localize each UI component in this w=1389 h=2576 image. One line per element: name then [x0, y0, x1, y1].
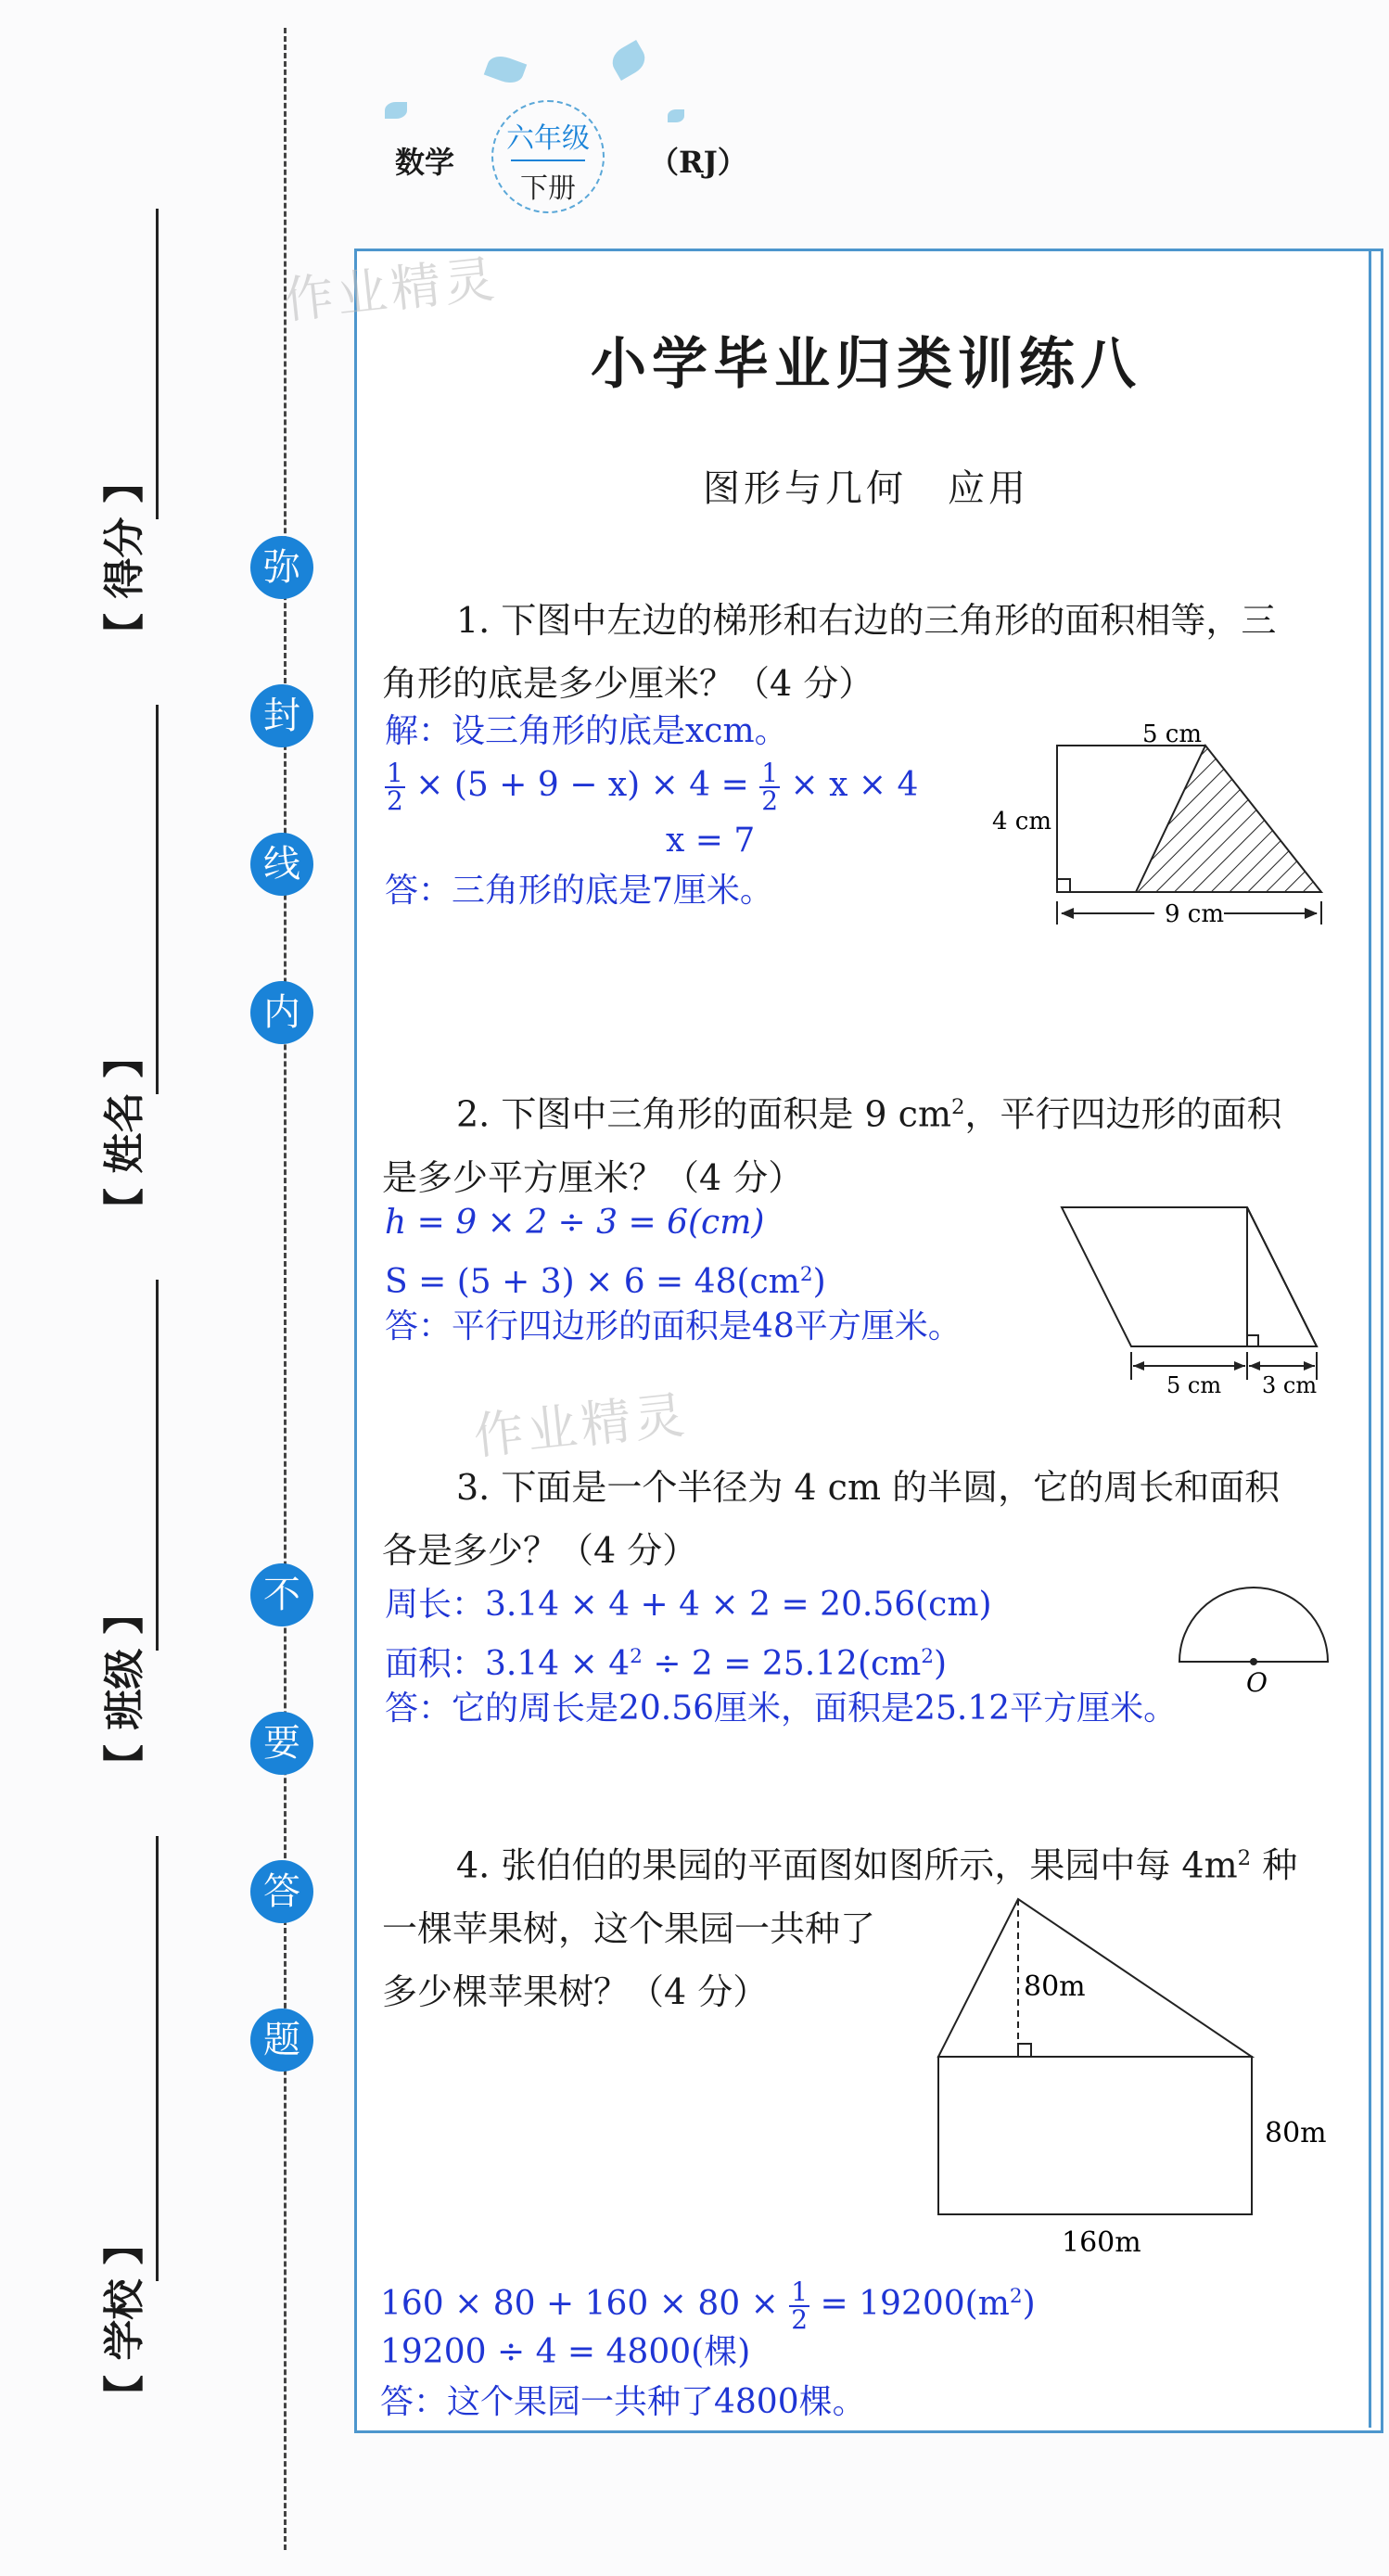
q1-line2: 角形的底是多少厘米？（4 分） [382, 663, 874, 704]
q4-line1: 4. 张伯伯的果园的平面图如图所示，果园中每 $4m^2$ 种 [456, 1844, 1298, 1886]
q1-label-bottom: 9 cm [1165, 900, 1225, 928]
label-class: 【 班级 】 [101, 1593, 148, 1785]
fraction: $\frac{1}{2}$ [791, 2276, 809, 2335]
frame-edge [1369, 249, 1371, 2428]
seal-char: 答 [250, 1860, 313, 1923]
q3-answer-line2: 面积：$3.14 \times 4^2 \div 2 = 25.12(cm^2)$ [385, 1645, 948, 1683]
q2-figure-parallelogram [1057, 1198, 1344, 1402]
page-subtitle: 图形与几何 应用 [703, 467, 1029, 510]
header-edition: （RJ） [649, 145, 747, 180]
leaf-decoration [607, 40, 650, 81]
question-3 [382, 1456, 1337, 1582]
q1-label-left: 4 cm [992, 808, 1052, 835]
watermark: 作业精灵 [280, 249, 502, 330]
seal-char: 线 [250, 833, 313, 896]
q1-answer-line1: 解：设三角形的底是xcm。 [385, 712, 788, 750]
q3-line2: 各是多少？（4 分） [382, 1530, 698, 1571]
seal-char: 要 [250, 1712, 313, 1775]
q4-answer-line1: 160 × 80 + 160 × 80 × $\frac{1}{2}$ = $19200(m^2)$ [380, 2276, 1036, 2335]
q2-line1: 2. 下图中三角形的面积是 9 $cm^2$，平行四边形的面积 [456, 1093, 1282, 1135]
question-1 [382, 589, 1337, 715]
header-subject: 数学 [395, 145, 455, 180]
q3-line1: 3. 下面是一个半径为 4 cm 的半圆，它的周长和面积 [456, 1467, 1281, 1508]
q2-label-right: 3 cm [1262, 1372, 1318, 1398]
grade-label: 六年级 [506, 122, 590, 155]
q4-figure-orchard [927, 1892, 1363, 2263]
q3-center-label: O [1246, 1667, 1268, 1697]
grade-divider [511, 159, 585, 161]
q1-figure-trapezoid-triangle [964, 716, 1354, 938]
binding-cut-line [284, 28, 287, 2550]
fraction: $\frac{1}{2}$ [761, 758, 779, 816]
seal-char: 题 [250, 2009, 313, 2072]
seal-char: 内 [250, 981, 313, 1044]
watermark: 作业精灵 [470, 1385, 692, 1466]
q1-answer-line3: x = 7 [666, 822, 756, 860]
q4-label-side: 80m [1265, 2117, 1327, 2149]
q1-label-top: 5 cm [1142, 721, 1203, 748]
q2-label-left: 5 cm [1166, 1372, 1222, 1398]
label-score: 【 得分 】 [101, 462, 148, 654]
q3-figure-semicircle [1168, 1576, 1344, 1697]
question-2 [382, 1076, 1337, 1209]
page-title: 小学毕业归类训练八 [591, 332, 1141, 397]
seal-char: 封 [250, 684, 313, 747]
label-school: 【 学校 】 [101, 2224, 148, 2416]
q3-answer-line1: 周长：3.14 × 4 + 4 × 2 = 20.56(cm) [385, 1586, 992, 1624]
label-name: 【 姓名 】 [101, 1037, 148, 1229]
q3-answer-line3: 答：它的周长是20.56厘米，面积是25.12平方厘米。 [385, 1690, 1178, 1728]
fraction: $\frac{1}{2}$ [387, 758, 403, 816]
q4-line2: 一棵苹果树，这个果园一共种了 [382, 1907, 876, 1949]
q2-answer-line1: h = 9 × 2 ÷ 3 = 6(cm) [385, 1204, 765, 1242]
grade-badge [491, 100, 605, 213]
seal-char: 不 [250, 1563, 313, 1626]
q2-line2: 是多少平方厘米？（4 分） [382, 1156, 804, 1198]
q4-label-height: 80m [1024, 1970, 1086, 2003]
class-line [156, 1280, 159, 1651]
seal-char: 弥 [250, 536, 313, 599]
q4-line3: 多少棵苹果树？（4 分） [382, 1970, 769, 2012]
volume-label: 下册 [520, 172, 576, 205]
leaf-decoration [385, 102, 407, 119]
score-line [156, 209, 159, 519]
q4-answer-line3: 答：这个果园一共种了4800棵。 [380, 2383, 866, 2421]
q4-label-bottom: 160m [1062, 2226, 1141, 2259]
q4-answer-line2: 19200 ÷ 4 = 4800(棵) [380, 2333, 751, 2371]
q1-answer-line2: $\frac{1}{2}$ × (5 + 9 − x) × 4 = $\frac{1}{2}$ × x × 4 [387, 758, 919, 816]
name-line [156, 705, 159, 1094]
q2-answer-line2: $S = (5 + 3) \times 6 = 48(cm^2)$ [385, 1263, 826, 1301]
q2-answer-line3: 答：平行四边形的面积是48平方厘米。 [385, 1307, 962, 1345]
leaf-decoration [668, 109, 684, 122]
q1-line1: 1. 下图中左边的梯形和右边的三角形的面积相等，三 [456, 600, 1277, 641]
leaf-decoration [484, 52, 527, 87]
school-line [156, 1836, 159, 2281]
q1-answer-line4: 答：三角形的底是7厘米。 [385, 872, 773, 910]
